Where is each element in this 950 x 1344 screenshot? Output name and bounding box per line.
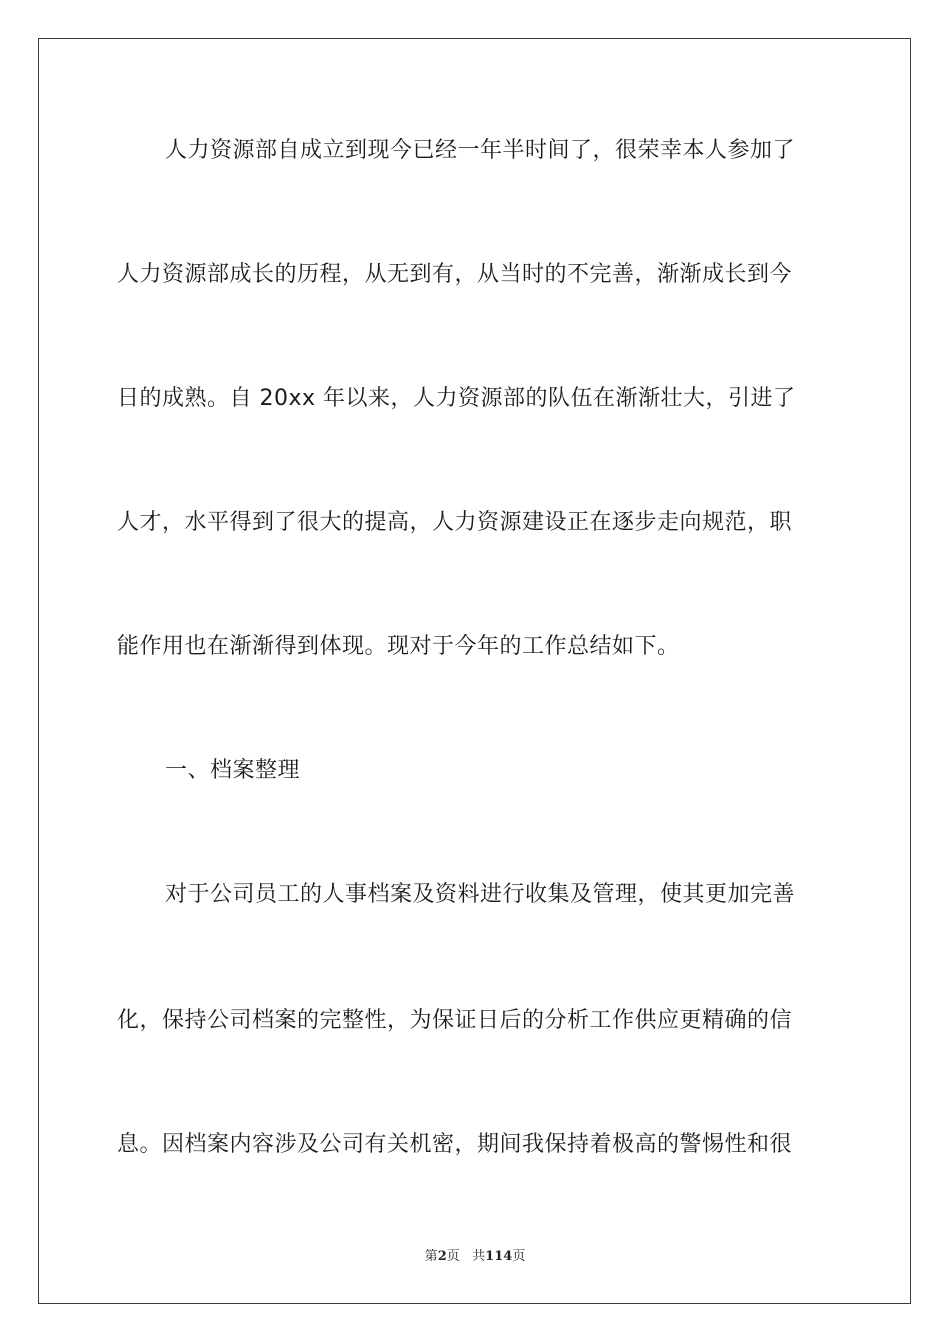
paragraph-2-line-1: 对于公司员工的人事档案及资料进行收集及管理，使其更加完善 [165,882,796,907]
section-heading: 一、档案整理 [165,758,301,783]
paragraph-1-line-3: 日的成熟。自 20xx 年以来，人力资源部的队伍在渐渐壮大，引进了 [117,386,796,411]
paragraph-2-line-2: 化，保持公司档案的完整性，为保证日后的分析工作供应更精确的信 [117,1008,793,1033]
page-border [38,38,911,1304]
footer-page-suffix: 页 [446,1249,460,1264]
footer-page-prefix: 第 [424,1249,438,1264]
footer-page-current: 2 [437,1249,447,1264]
paragraph-1-line-4: 人才，水平得到了很大的提高，人力资源建设正在逐步走向规范，职 [117,510,793,535]
paragraph-1-line-1: 人力资源部自成立到现今已经一年半时间了，很荣幸本人参加了 [165,138,796,163]
paragraph-1-line-2: 人力资源部成长的历程，从无到有，从当时的不完善，渐渐成长到今 [117,262,793,287]
page-footer [0,1248,950,1266]
footer-page-total: 114 [485,1249,513,1264]
paragraph-1-line-5: 能作用也在渐渐得到体现。现对于今年的工作总结如下。 [117,634,680,659]
paragraph-2-line-3: 息。因档案内容涉及公司有关机密，期间我保持着极高的警惕性和很 [117,1132,793,1157]
footer-total-prefix: 共 [472,1249,486,1264]
footer-total-suffix: 页 [512,1249,526,1264]
